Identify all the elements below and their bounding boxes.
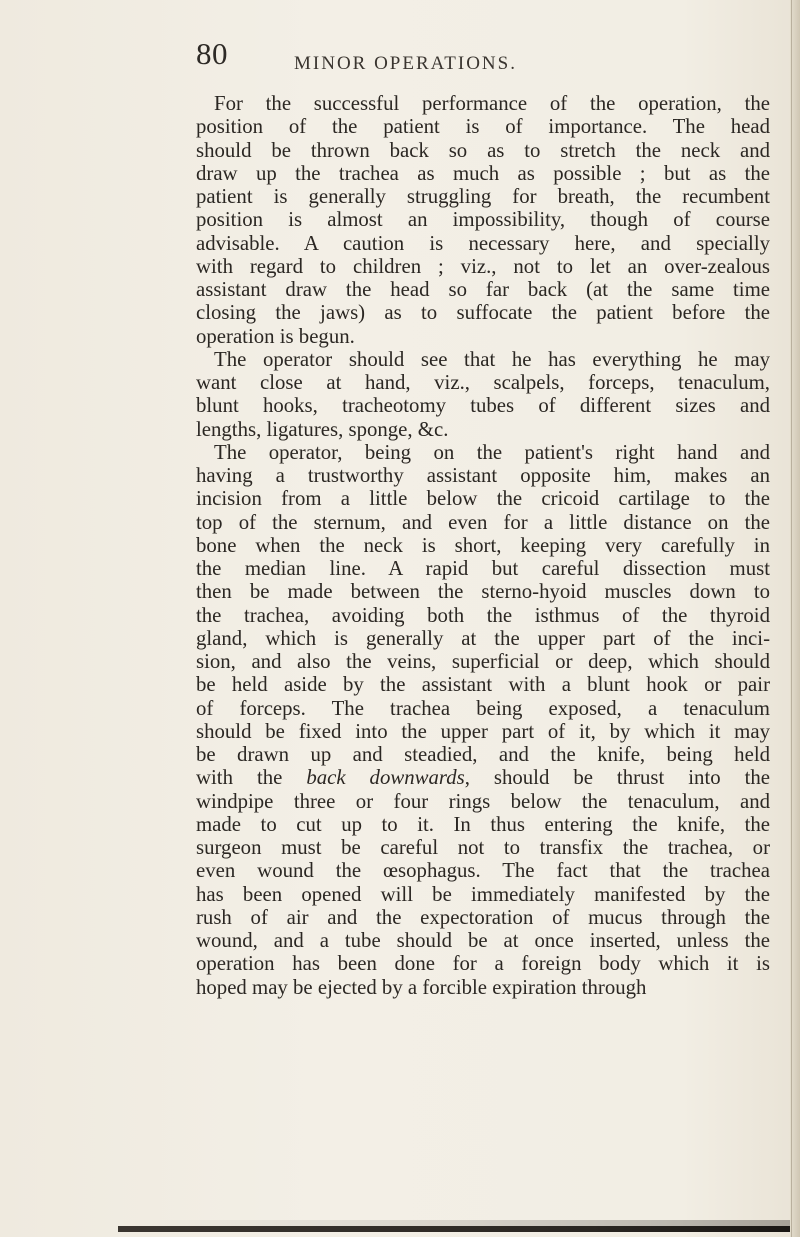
text-line: with regard to children ; viz., not to let an over-zealous <box>196 254 770 278</box>
text-line: be drawn up and steadied, and the knife, being held <box>196 743 770 766</box>
text-line: the trachea, avoiding both the isthmus of the thyroid <box>196 603 770 627</box>
text-line: bone when the neck is short, keeping very carefully in <box>196 533 770 557</box>
text-line: be held aside by the assistant with a blunt hook or pair <box>196 673 770 697</box>
text-line: position is almost an impossibility, though of course <box>196 208 770 232</box>
text-line: lengths, ligatures, sponge, &c. <box>196 417 449 441</box>
running-head: MINOR OPERATIONS. <box>294 53 517 74</box>
text-line: should be fixed into the upper part of it, by which it may <box>196 719 770 743</box>
page-header <box>176 36 616 80</box>
text-line: incision from a little below the cricoid cartilage to the <box>196 487 770 511</box>
body-text <box>196 92 770 999</box>
text-line: For the successful performance of the operation, the <box>214 92 770 115</box>
text-line: patient is generally struggling for breath, the recumbent <box>196 185 770 208</box>
text-line: then be made between the sterno-hyoid muscles down to <box>196 580 770 604</box>
text-line: the median line. A rapid but careful dissection must <box>196 557 770 580</box>
text-line: advisable. A caution is necessary here, and specially <box>196 231 770 255</box>
text-line: operation is begun. <box>196 324 355 348</box>
text-line: sion, and also the veins, superficial or deep, which should <box>196 650 770 673</box>
text-line: top of the sternum, and even for a little distance on the <box>196 510 770 534</box>
text-line: of forceps. The trachea being exposed, a tenaculum <box>196 696 770 720</box>
text-line: windpipe three or four rings below the tenaculum, and <box>196 789 770 813</box>
text-line: gland, which is generally at the upper part of the inci- <box>196 626 770 650</box>
text-line: blunt hooks, tracheotomy tubes of different sizes and <box>196 394 770 418</box>
text-line: want close at hand, viz., scalpels, forceps, tenaculum, <box>196 371 770 394</box>
text-line: even wound the œsophagus. The fact that the trachea <box>196 859 770 883</box>
text-line: hoped may be ejected by a forcible expiration through <box>196 975 647 999</box>
text-line: draw up the trachea as much as possible ; but as the <box>196 161 770 185</box>
italic-text: back downwards <box>306 766 465 790</box>
text-line: having a trustworthy assistant opposite him, makes an <box>196 464 770 487</box>
page-bottom-edge <box>118 1226 790 1232</box>
text-line: The operator, being on the patient's right hand and <box>214 440 770 464</box>
text-segment: , should be thrust into the <box>464 766 771 790</box>
page-number: 80 <box>196 36 228 71</box>
text-line: assistant draw the head so far back (at the same time <box>196 278 770 301</box>
text-line: wound, and a tube should be at once inserted, unless the <box>196 929 770 952</box>
page-edge-line <box>791 0 792 1237</box>
text-line: operation has been done for a foreign body which it is <box>196 952 770 976</box>
text-line: closing the jaws) as to suffocate the patient before the <box>196 301 770 325</box>
text-line: should be thrown back so as to stretch the neck and <box>196 138 770 162</box>
text-line: The operator should see that he has everything he may <box>214 347 770 371</box>
text-line: has been opened will be immediately manifested by the <box>196 882 770 906</box>
text-segment: with the <box>196 766 307 790</box>
text-line: rush of air and the expectoration of mucus through the <box>196 905 770 929</box>
text-line: made to cut up to it. In thus entering the knife, the <box>196 812 770 836</box>
text-line <box>196 766 770 789</box>
text-line: position of the patient is of importance. The head <box>196 115 770 139</box>
text-line: surgeon must be careful not to transfix the trachea, or <box>196 836 770 859</box>
